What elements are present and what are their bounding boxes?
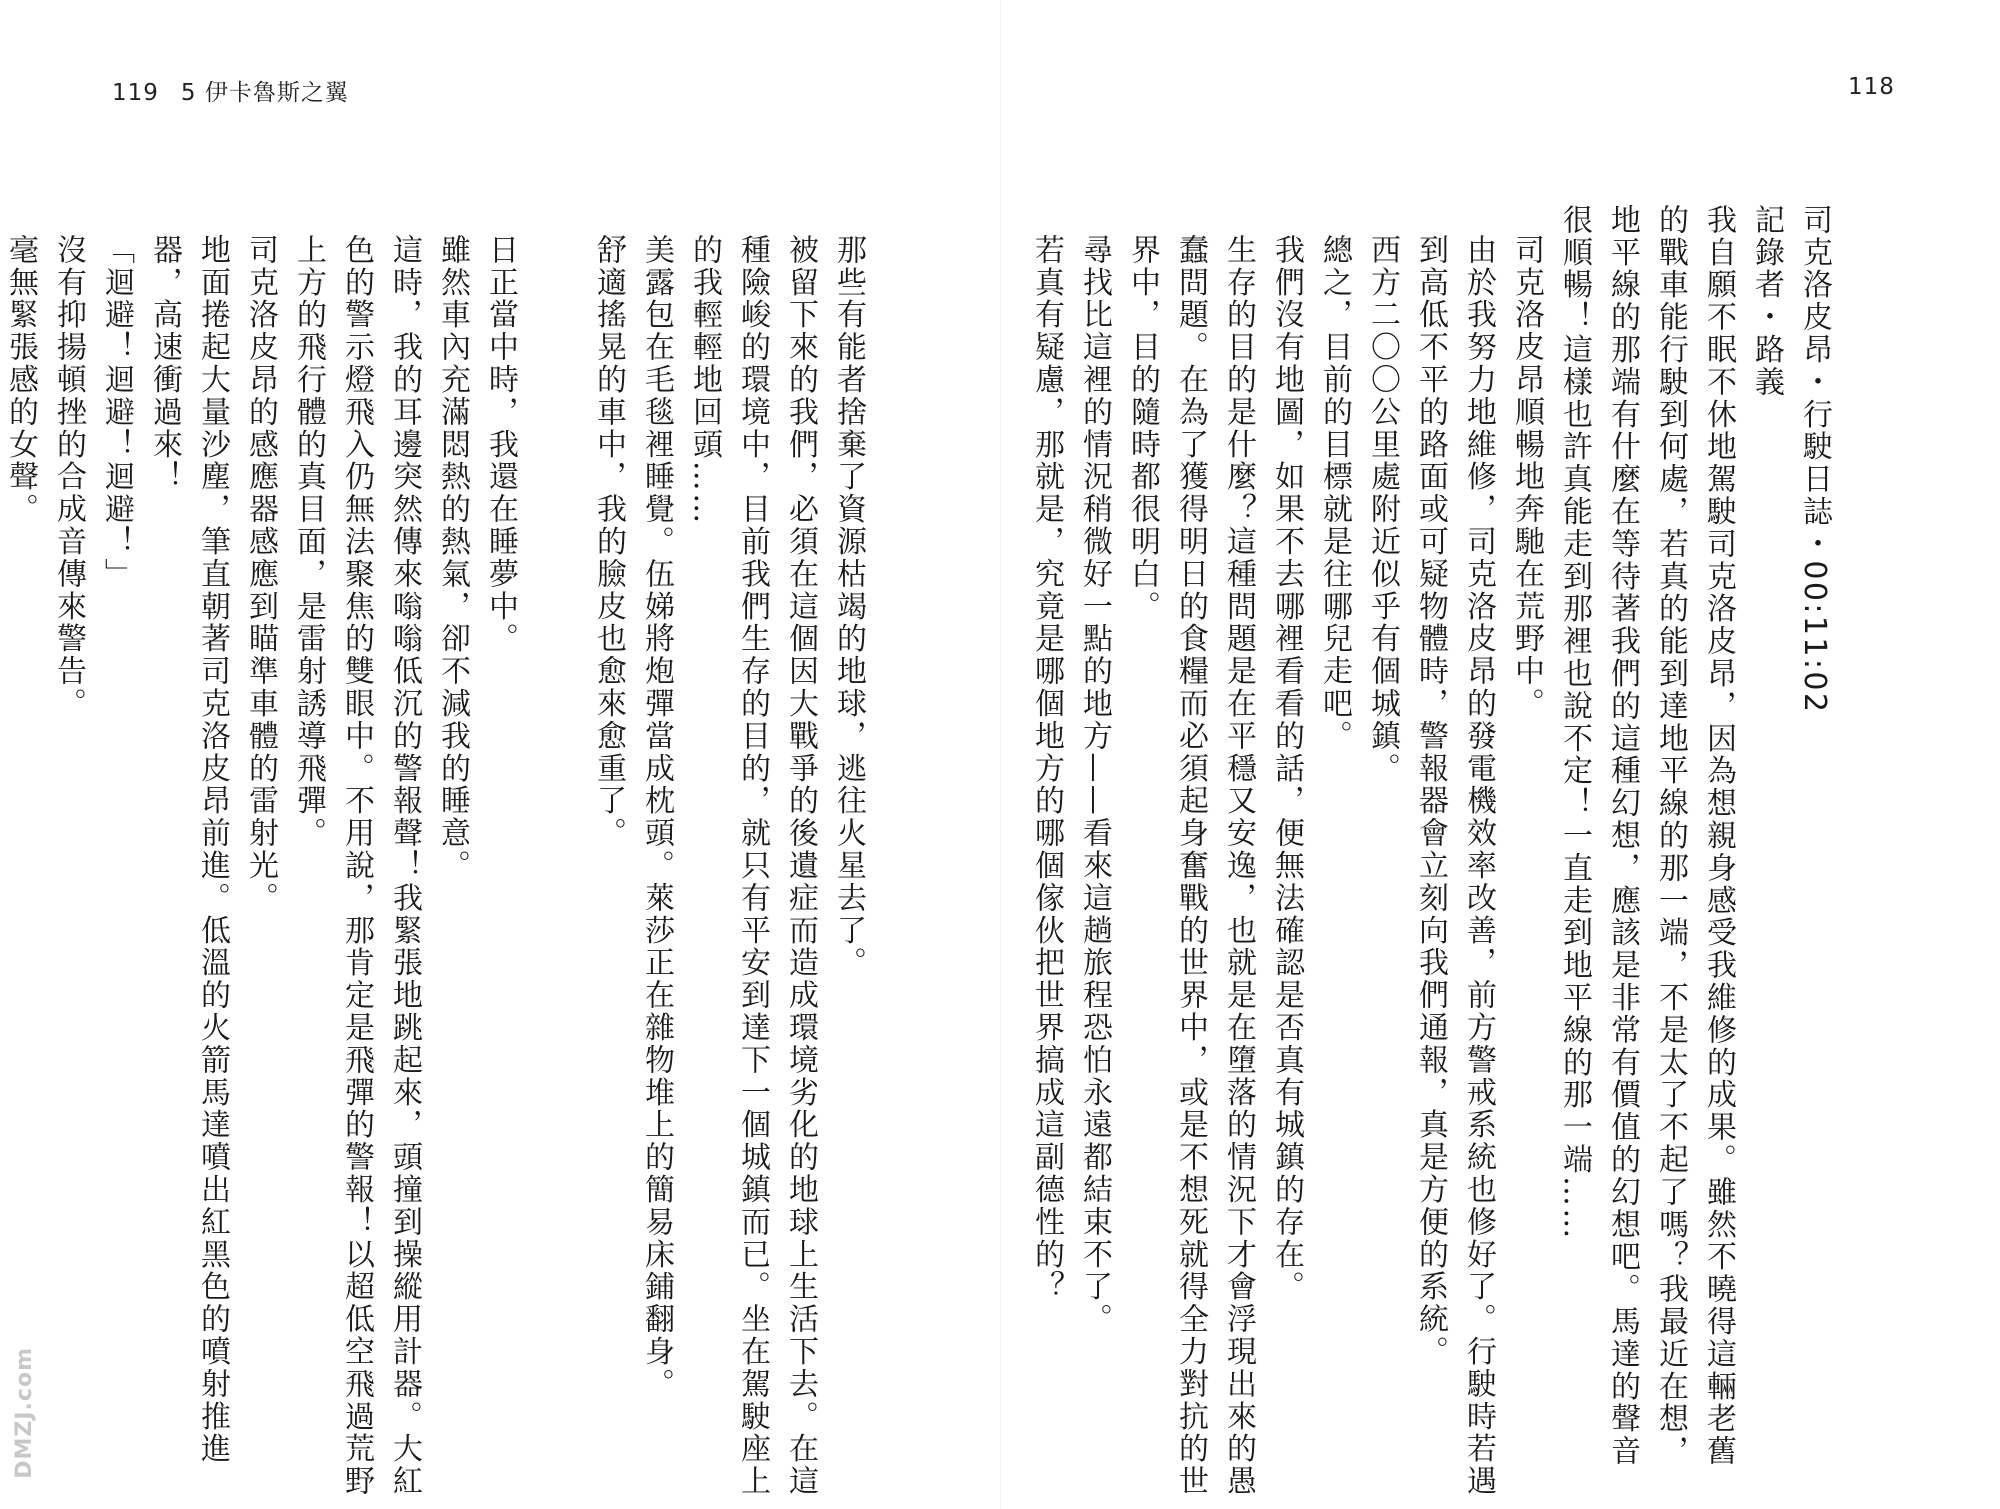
right-page-text [978, 204, 1838, 1499]
paragraph: 由於我努力地維修，司克洛皮昂的發電機效率改善，前方警戒系統也修好了。行駛時若遇到高低不平的路面或可疑物體時，警報器會立刻向我們通報，真是方便的系統。 [1413, 234, 1496, 1498]
paragraph: 雖然車內充滿悶熱的熱氣，卻不減我的睡意。 [435, 234, 470, 882]
paragraph: 毫無緊張感的女聲。 [3, 234, 38, 526]
paragraph: 尋找比這裡的情況稍微好一點的地方——看來這趟旅程恐怕永遠都結束不了。 [1077, 234, 1112, 1336]
right-page-header [1848, 74, 1895, 100]
paragraph: 司克洛皮昂順暢地奔馳在荒野中。 [1509, 234, 1544, 720]
log-recorder: 記錄者・路義 [1749, 204, 1784, 399]
paragraph: 西方二〇〇公里處附近似乎有個城鎮。 [1365, 234, 1400, 785]
section-break [524, 204, 584, 1499]
paragraph: 生存的目的是什麼？這種問題是在平穩又安逸，也就是在墮落的情況下才會浮現出來的愚蠢問題。在為了獲得明日的食糧而必須起身奮戰的世界中，或是不想死就得全力對抗的世界中，目的隨時都很明白。 [1125, 234, 1256, 1498]
paragraph: 我們沒有地圖，如果不去哪裡看看的話，便無法確認是否真有城鎮的存在。 [1269, 234, 1304, 1304]
log-body-paragraph: 我自願不眠不休地駕駛司克洛皮昂，因為想親身感受我維修的成果。雖然不曉得這輛老舊的戰車能行駛到何處，若真的能到達地平線的那一端，不是太了不起了嗎？我最近在想，地平線的那端有什麼在等待著我們的這種幻想，應該是非常有價值的幻想吧。馬達的聲音很順暢！這樣也許真能走到那裡也說不定！一直走到地平線的那一端…… [1557, 204, 1736, 1468]
dialogue-line: 「迴避！迴避！迴避！」 [99, 234, 134, 591]
left-page-number: 119 [112, 80, 159, 106]
paragraph: 舒適搖晃的車中，我的臉皮也愈來愈重了。 [591, 234, 626, 850]
right-page-number: 118 [1848, 74, 1895, 100]
log-title: 司克洛皮昂・行駛日誌・00:11:02 [1797, 204, 1832, 715]
site-watermark: DMZJ.com [12, 1347, 37, 1479]
paragraph: 地面捲起大量沙塵，筆直朝著司克洛皮昂前進。低溫的火箭馬達噴出紅黑色的噴射推進器，高速衝過來！ [147, 234, 230, 1466]
paragraph: 若真有疑慮，那就是，究竟是哪個地方的哪個傢伙把世界搞成這副德性的？ [1029, 234, 1064, 1304]
paragraph: 被留下來的我們，必須在這個因大戰爭的後遺症而造成環境劣化的地球上生活下去。在這種險峻的環境中，目前我們生存的目的，就只有平安到達下一個城鎮而已。坐在駕駛座上的我輕輕地回頭…… [687, 234, 818, 1498]
paragraph: 總之，目前的目標就是往哪兒走吧。 [1317, 234, 1352, 753]
paragraph: 那些有能者捨棄了資源枯竭的地球，逃往火星去了。 [831, 234, 866, 980]
chapter-title: 5 伊卡魯斯之翼 [180, 80, 349, 106]
left-page-header [112, 74, 371, 107]
paragraph: 沒有抑揚頓挫的合成音傳來警告。 [51, 234, 86, 720]
paragraph: 美露包在毛毯裡睡覺。伍娣將炮彈當成枕頭。萊莎正在雜物堆上的簡易床鋪翻身。 [639, 234, 674, 1401]
paragraph: 這時，我的耳邊突然傳來嗡嗡低沉的警報聲！我緊張地跳起來，頭撞到操縱用計器。大紅色的警示燈飛入仍無法聚焦的雙眼中。不用說，那肯定是飛彈的警報！以超低空飛過荒野上方的飛行體的真目面，是雷射誘導飛彈。 [291, 234, 422, 1498]
paragraph: 司克洛皮昂的感應器感應到瞄準車體的雷射光。 [243, 234, 278, 915]
paragraph: 日正當中時，我還在睡夢中。 [483, 234, 518, 656]
